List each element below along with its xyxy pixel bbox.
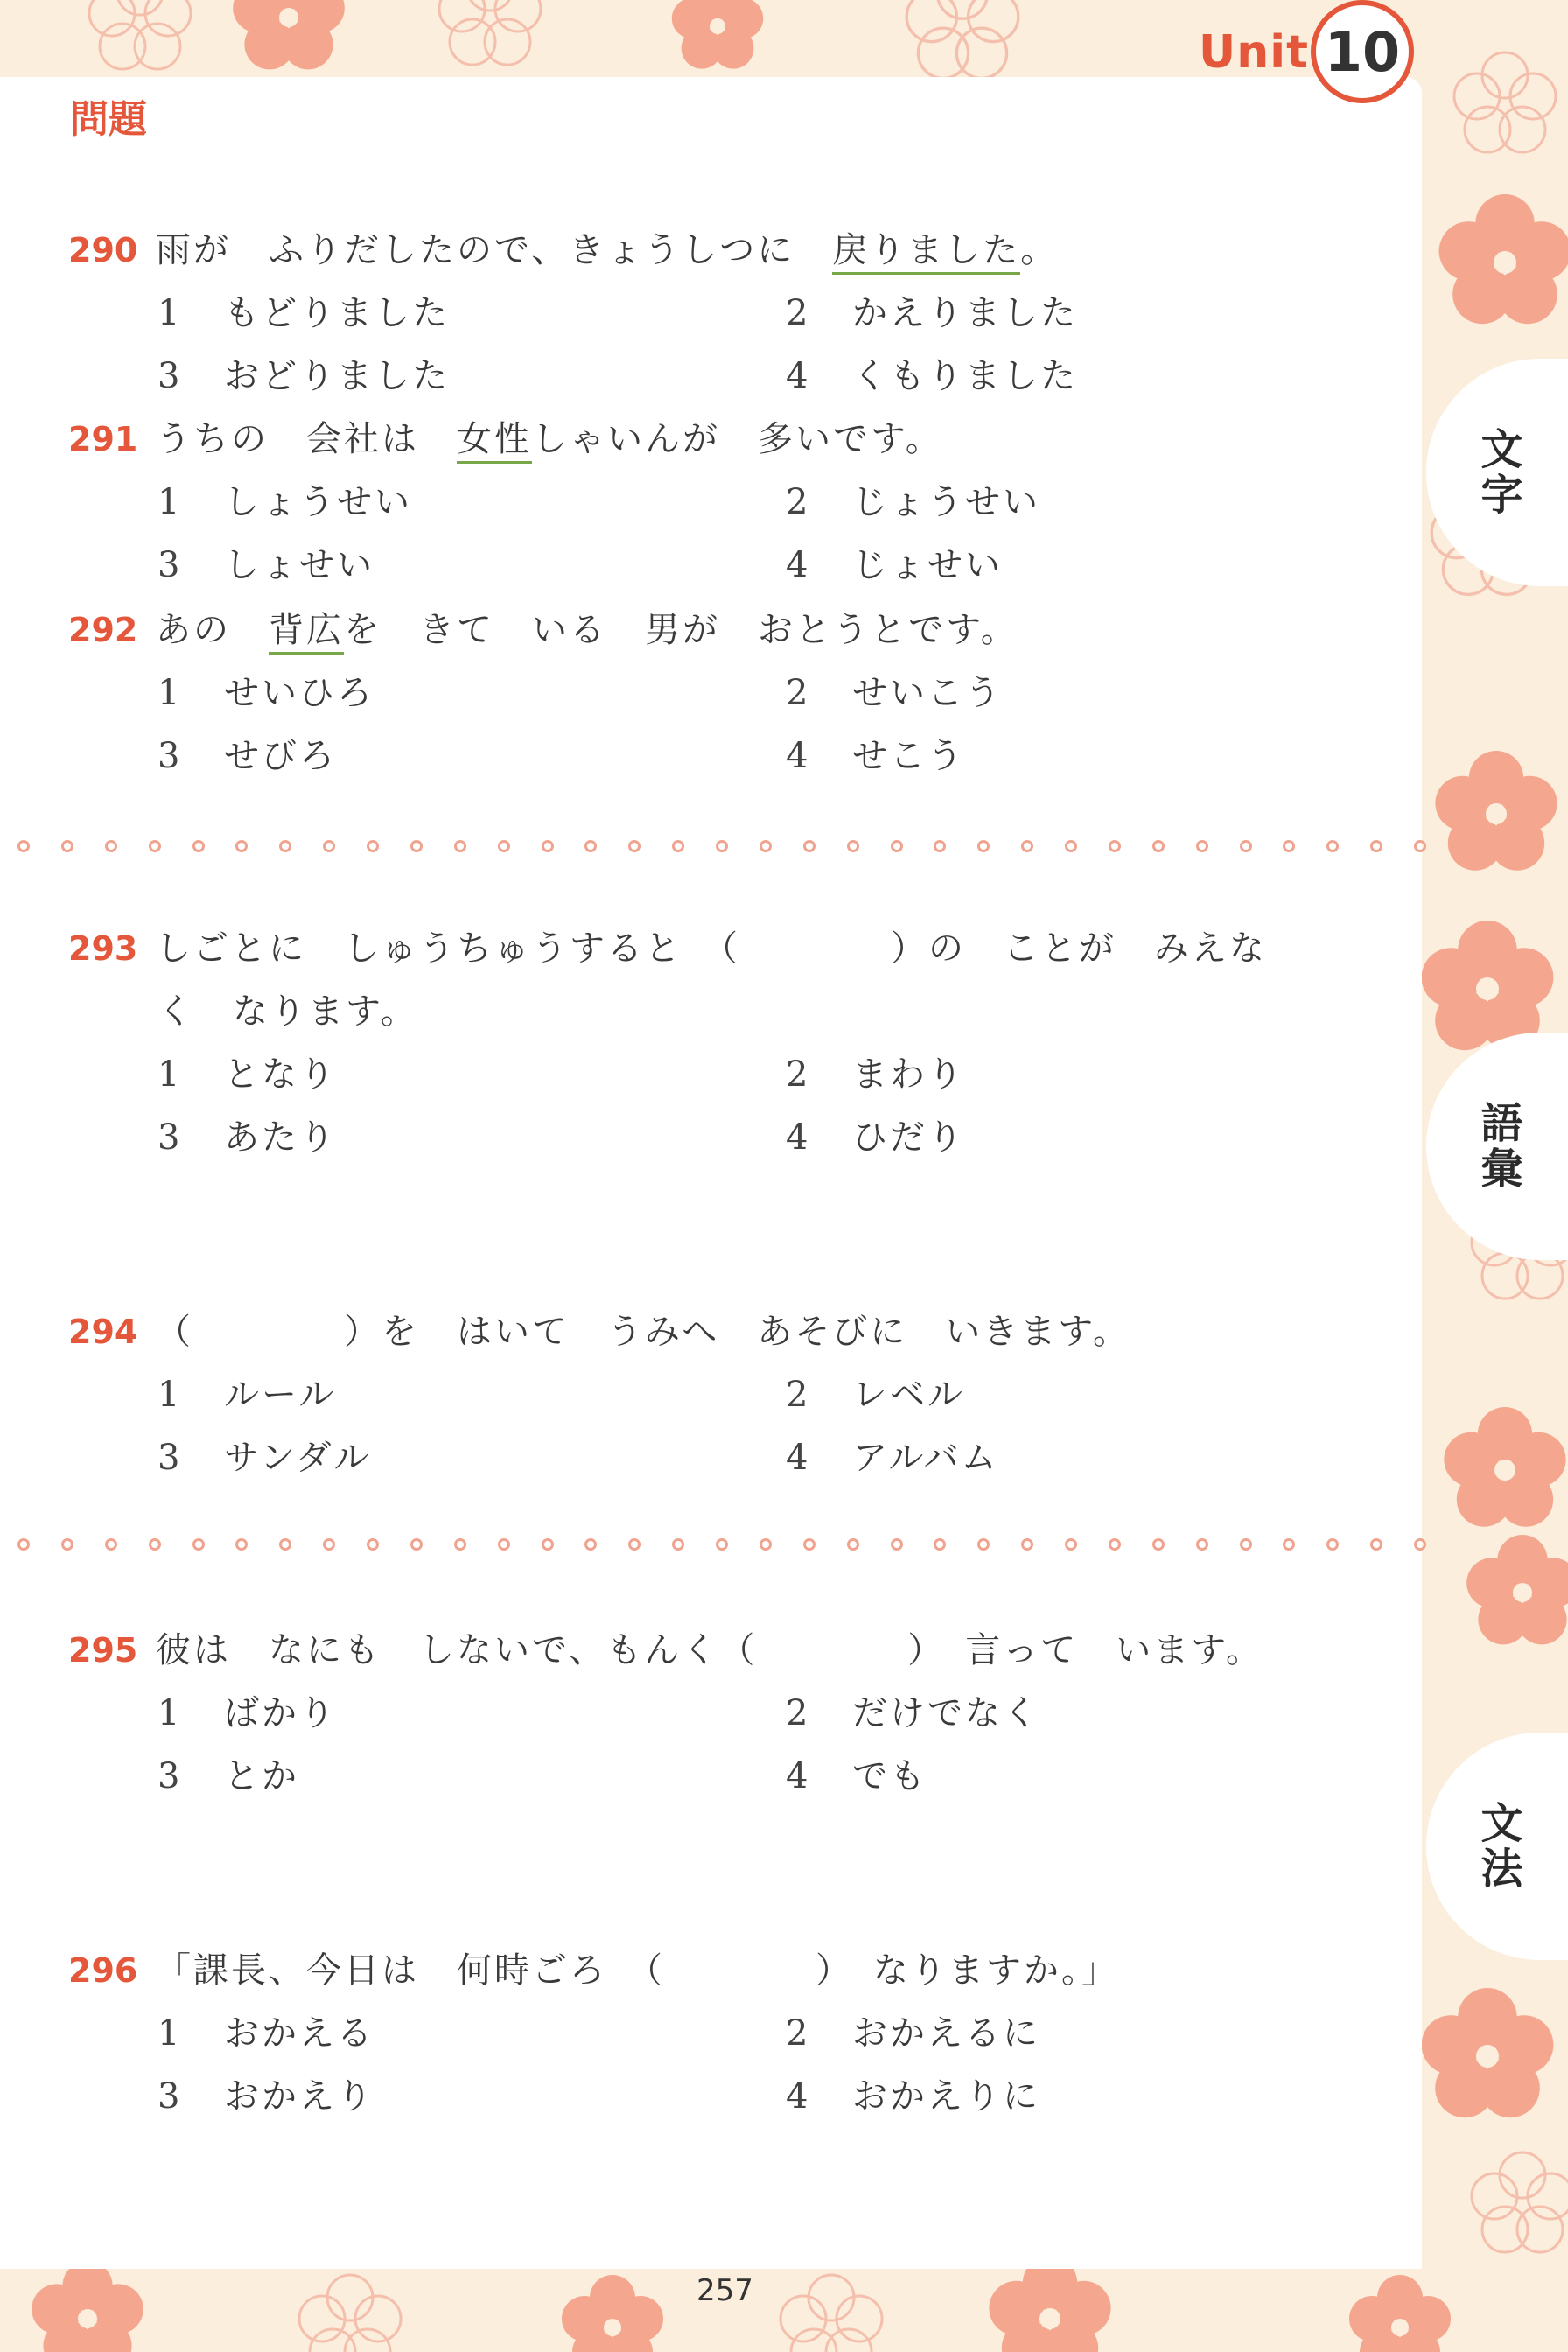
question-text: 雨が ふりだしたので、きょうしつに 戻りました。 <box>156 230 1058 275</box>
question-293 <box>68 917 1398 1169</box>
answer-options <box>68 471 1398 597</box>
answer-option-3[interactable]: 3 あたり <box>158 1117 337 1158</box>
answer-option-2[interactable]: 2 レベル <box>786 1375 965 1415</box>
unit-number: 10 <box>1324 19 1401 84</box>
question-292 <box>68 598 1398 788</box>
answer-option-3[interactable]: 3 サンダル <box>158 1438 372 1478</box>
answer-option-1[interactable]: 1 しょうせい <box>158 482 412 522</box>
page-number: 257 <box>696 2273 753 2308</box>
dotted-separator <box>18 1538 1426 1558</box>
section-title: 問題 <box>70 97 147 142</box>
question-number: 294 <box>68 1312 138 1351</box>
answer-option-4[interactable]: 4 アルバム <box>786 1438 999 1478</box>
side-tab-label: 文字 <box>1474 427 1522 518</box>
answer-options <box>68 282 1398 408</box>
answer-option-4[interactable]: 4 くもりました <box>786 356 1078 396</box>
question-295 <box>68 1619 1398 1808</box>
unit-label: Unit <box>1199 26 1309 79</box>
answer-options <box>68 662 1398 788</box>
question-number: 290 <box>68 231 138 270</box>
answer-option-4[interactable]: 4 じょせい <box>786 545 1003 585</box>
question-296 <box>68 1939 1398 2128</box>
answer-option-3[interactable]: 3 とか <box>158 1756 299 1796</box>
answer-option-2[interactable]: 2 せいこう <box>786 673 1003 713</box>
answer-options <box>68 1363 1398 1489</box>
question-text: うちの 会社は 女性しゃいんが 多いです。 <box>156 419 943 464</box>
question-number: 293 <box>68 929 138 968</box>
question-text: あの 背広を きて いる 男が おとうとです。 <box>156 610 1018 654</box>
question-text: しごとに しゅうちゅうすると （ ）の ことが みえな <box>156 928 1267 969</box>
underlined-word: 戻りました <box>832 230 1020 275</box>
answer-option-4[interactable]: 4 せこう <box>786 736 965 776</box>
dotted-separator <box>18 840 1426 859</box>
question-text-continued: く なります。 <box>158 991 418 1032</box>
answer-option-2[interactable]: 2 かえりました <box>786 293 1078 333</box>
question-text: （ ）を はいて うみへ あそびに いきます。 <box>156 1312 1130 1352</box>
answer-option-1[interactable]: 1 おかえる <box>158 2013 374 2054</box>
answer-option-3[interactable]: 3 しょせい <box>158 545 374 585</box>
answer-options <box>68 2002 1398 2128</box>
unit-number-badge <box>1311 0 1414 103</box>
underlined-word: 女性 <box>457 419 532 464</box>
answer-option-2[interactable]: 2 おかえるに <box>786 2013 1040 2054</box>
question-number: 291 <box>68 420 138 458</box>
answer-option-3[interactable]: 3 おどりました <box>158 356 450 396</box>
answer-options <box>68 1682 1398 1808</box>
question-number: 295 <box>68 1631 138 1670</box>
answer-option-2[interactable]: 2 まわり <box>786 1054 965 1095</box>
underlined-word: 背広 <box>269 610 344 654</box>
answer-option-1[interactable]: 1 となり <box>158 1054 337 1095</box>
question-number: 296 <box>68 1951 138 1990</box>
answer-option-2[interactable]: 2 じょうせい <box>786 482 1040 522</box>
answer-option-4[interactable]: 4 ひだり <box>786 1117 965 1158</box>
question-290 <box>68 219 1398 408</box>
answer-option-2[interactable]: 2 だけでなく <box>786 1693 1040 1733</box>
question-number: 292 <box>68 611 138 649</box>
answer-option-3[interactable]: 3 おかえり <box>158 2076 374 2117</box>
question-text: 「課長、今日は 何時ごろ （ ） なりますか。」 <box>156 1950 1119 1991</box>
answer-options <box>68 1043 1398 1169</box>
side-tab-label: 文法 <box>1474 1801 1522 1892</box>
answer-option-4[interactable]: 4 でも <box>786 1756 928 1796</box>
answer-option-3[interactable]: 3 せびろ <box>158 736 337 776</box>
question-text: 彼は なにも しないで、もんく（ ） 言って います。 <box>156 1630 1264 1670</box>
side-tab-label: 語彙 <box>1474 1101 1522 1192</box>
question-294 <box>68 1300 1398 1489</box>
question-291 <box>68 408 1398 597</box>
answer-option-1[interactable]: 1 ばかり <box>158 1693 337 1733</box>
answer-option-4[interactable]: 4 おかえりに <box>786 2076 1040 2117</box>
answer-option-1[interactable]: 1 せいひろ <box>158 673 374 713</box>
answer-option-1[interactable]: 1 もどりました <box>158 293 450 333</box>
answer-option-1[interactable]: 1 ルール <box>158 1375 337 1415</box>
